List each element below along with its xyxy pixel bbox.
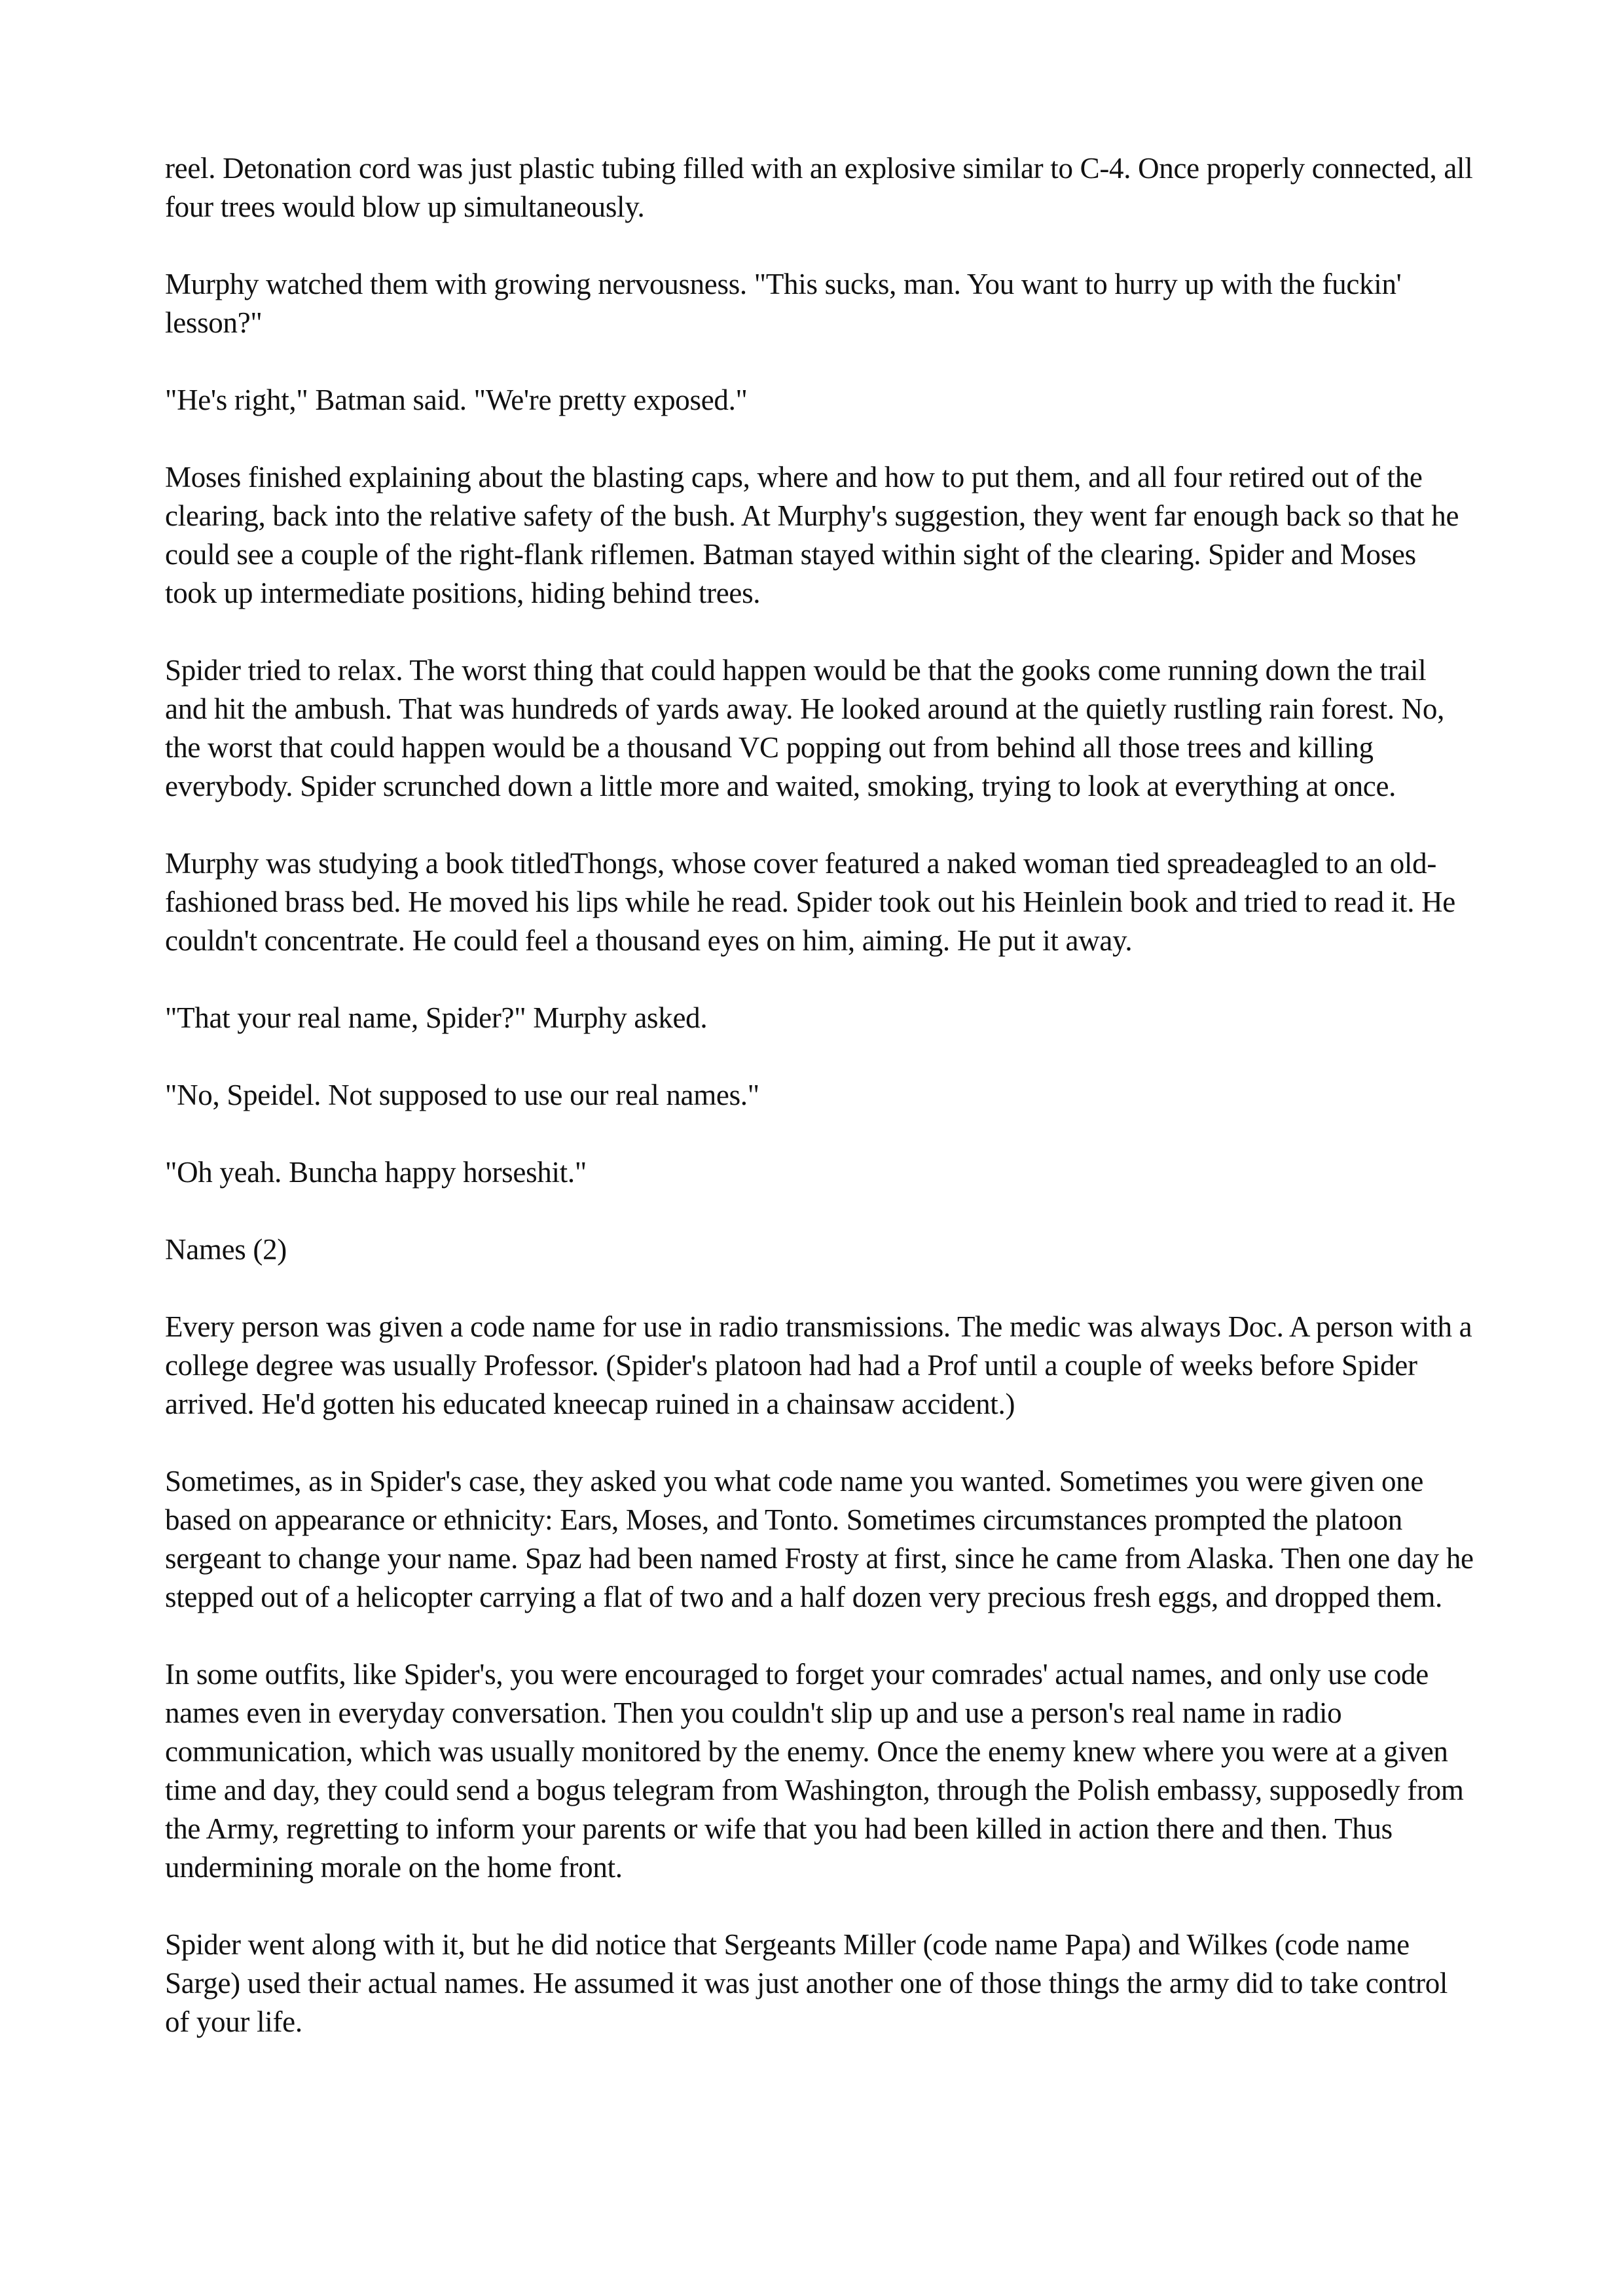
paragraph: Murphy was studying a book titledThongs, whose cover featured a naked woman tied spreadeagled to an old-fashioned brass bed. He moved his lips while he read. Spider took out his Heinlein book and tried to read it. He couldn't concentrate. He could feel a thousand eyes on him, aiming. He put it away. xyxy=(165,847,1455,957)
paragraph: reel. Detonation cord was just plastic tubing filled with an explosive similar to C-4. Once properly connected, all four trees would blow up simultaneously. xyxy=(165,152,1473,223)
section-heading: Names (2) xyxy=(165,1233,287,1266)
paragraph: "He's right," Batman said. "We're pretty exposed." xyxy=(165,384,748,416)
paragraph: In some outfits, like Spider's, you were encouraged to forget your comrades' actual names, and only use code names even in everyday conversation. Then you couldn't slip up and use a person's real name in radio communication, which was usually monitored by the enemy. Once the enemy knew where you were at a given time and day, they could send a bogus telegram from Washington, through the Polish embassy, supposedly from the Army, regretting to inform your parents or wife that you had been killed in action there and then. Thus undermining morale on the home front. xyxy=(165,1658,1464,1884)
paragraph: "No, Speidel. Not supposed to use our real names." xyxy=(165,1079,759,1111)
document-page xyxy=(165,149,1474,2041)
paragraph: Sometimes, as in Spider's case, they asked you what code name you wanted. Sometimes you were given one based on appearance or ethnicity: Ears, Moses, and Tonto. Sometimes circumstances prompted the platoon sergeant to change your name. Spaz had been named Frosty at first, since he came from Alaska. Then one day he stepped out of a helicopter carrying a flat of two and a half dozen very precious fresh eggs, and dropped them. xyxy=(165,1465,1474,1613)
paragraph: Murphy watched them with growing nervousness. "This sucks, man. You want to hurry up with the fuckin' lesson?" xyxy=(165,268,1402,339)
paragraph: "Oh yeah. Buncha happy horseshit." xyxy=(165,1156,587,1189)
paragraph: Every person was given a code name for use in radio transmissions. The medic was always Doc. A person with a college degree was usually Professor. (Spider's platoon had had a Prof until a couple of weeks before Spider arrived. He'd gotten his educated kneecap ruined in a chainsaw accident.) xyxy=(165,1310,1472,1420)
paragraph: Spider went along with it, but he did notice that Sergeants Miller (code name Papa) and Wilkes (code name Sarge) used their actual names. He assumed it was just another one of those things the army did to take control of your life. xyxy=(165,1928,1448,2038)
paragraph: "That your real name, Spider?" Murphy asked. xyxy=(165,1001,708,1034)
paragraph: Moses finished explaining about the blasting caps, where and how to put them, and all four retired out of the clearing, back into the relative safety of the bush. At Murphy's suggestion, they went far enough back so that he could see a couple of the right-flank riflemen. Batman stayed within sight of the clearing. Spider and Moses took up intermediate positions, hiding behind trees. xyxy=(165,461,1459,609)
paragraph: Spider tried to relax. The worst thing that could happen would be that the gooks come running down the trail and hit the ambush. That was hundreds of yards away. He looked around at the quietly rustling rain forest. No, the worst that could happen would be a thousand VC popping out from behind all those trees and killing everybody. Spider scrunched down a little more and waited, smoking, trying to look at everything at once. xyxy=(165,654,1445,802)
